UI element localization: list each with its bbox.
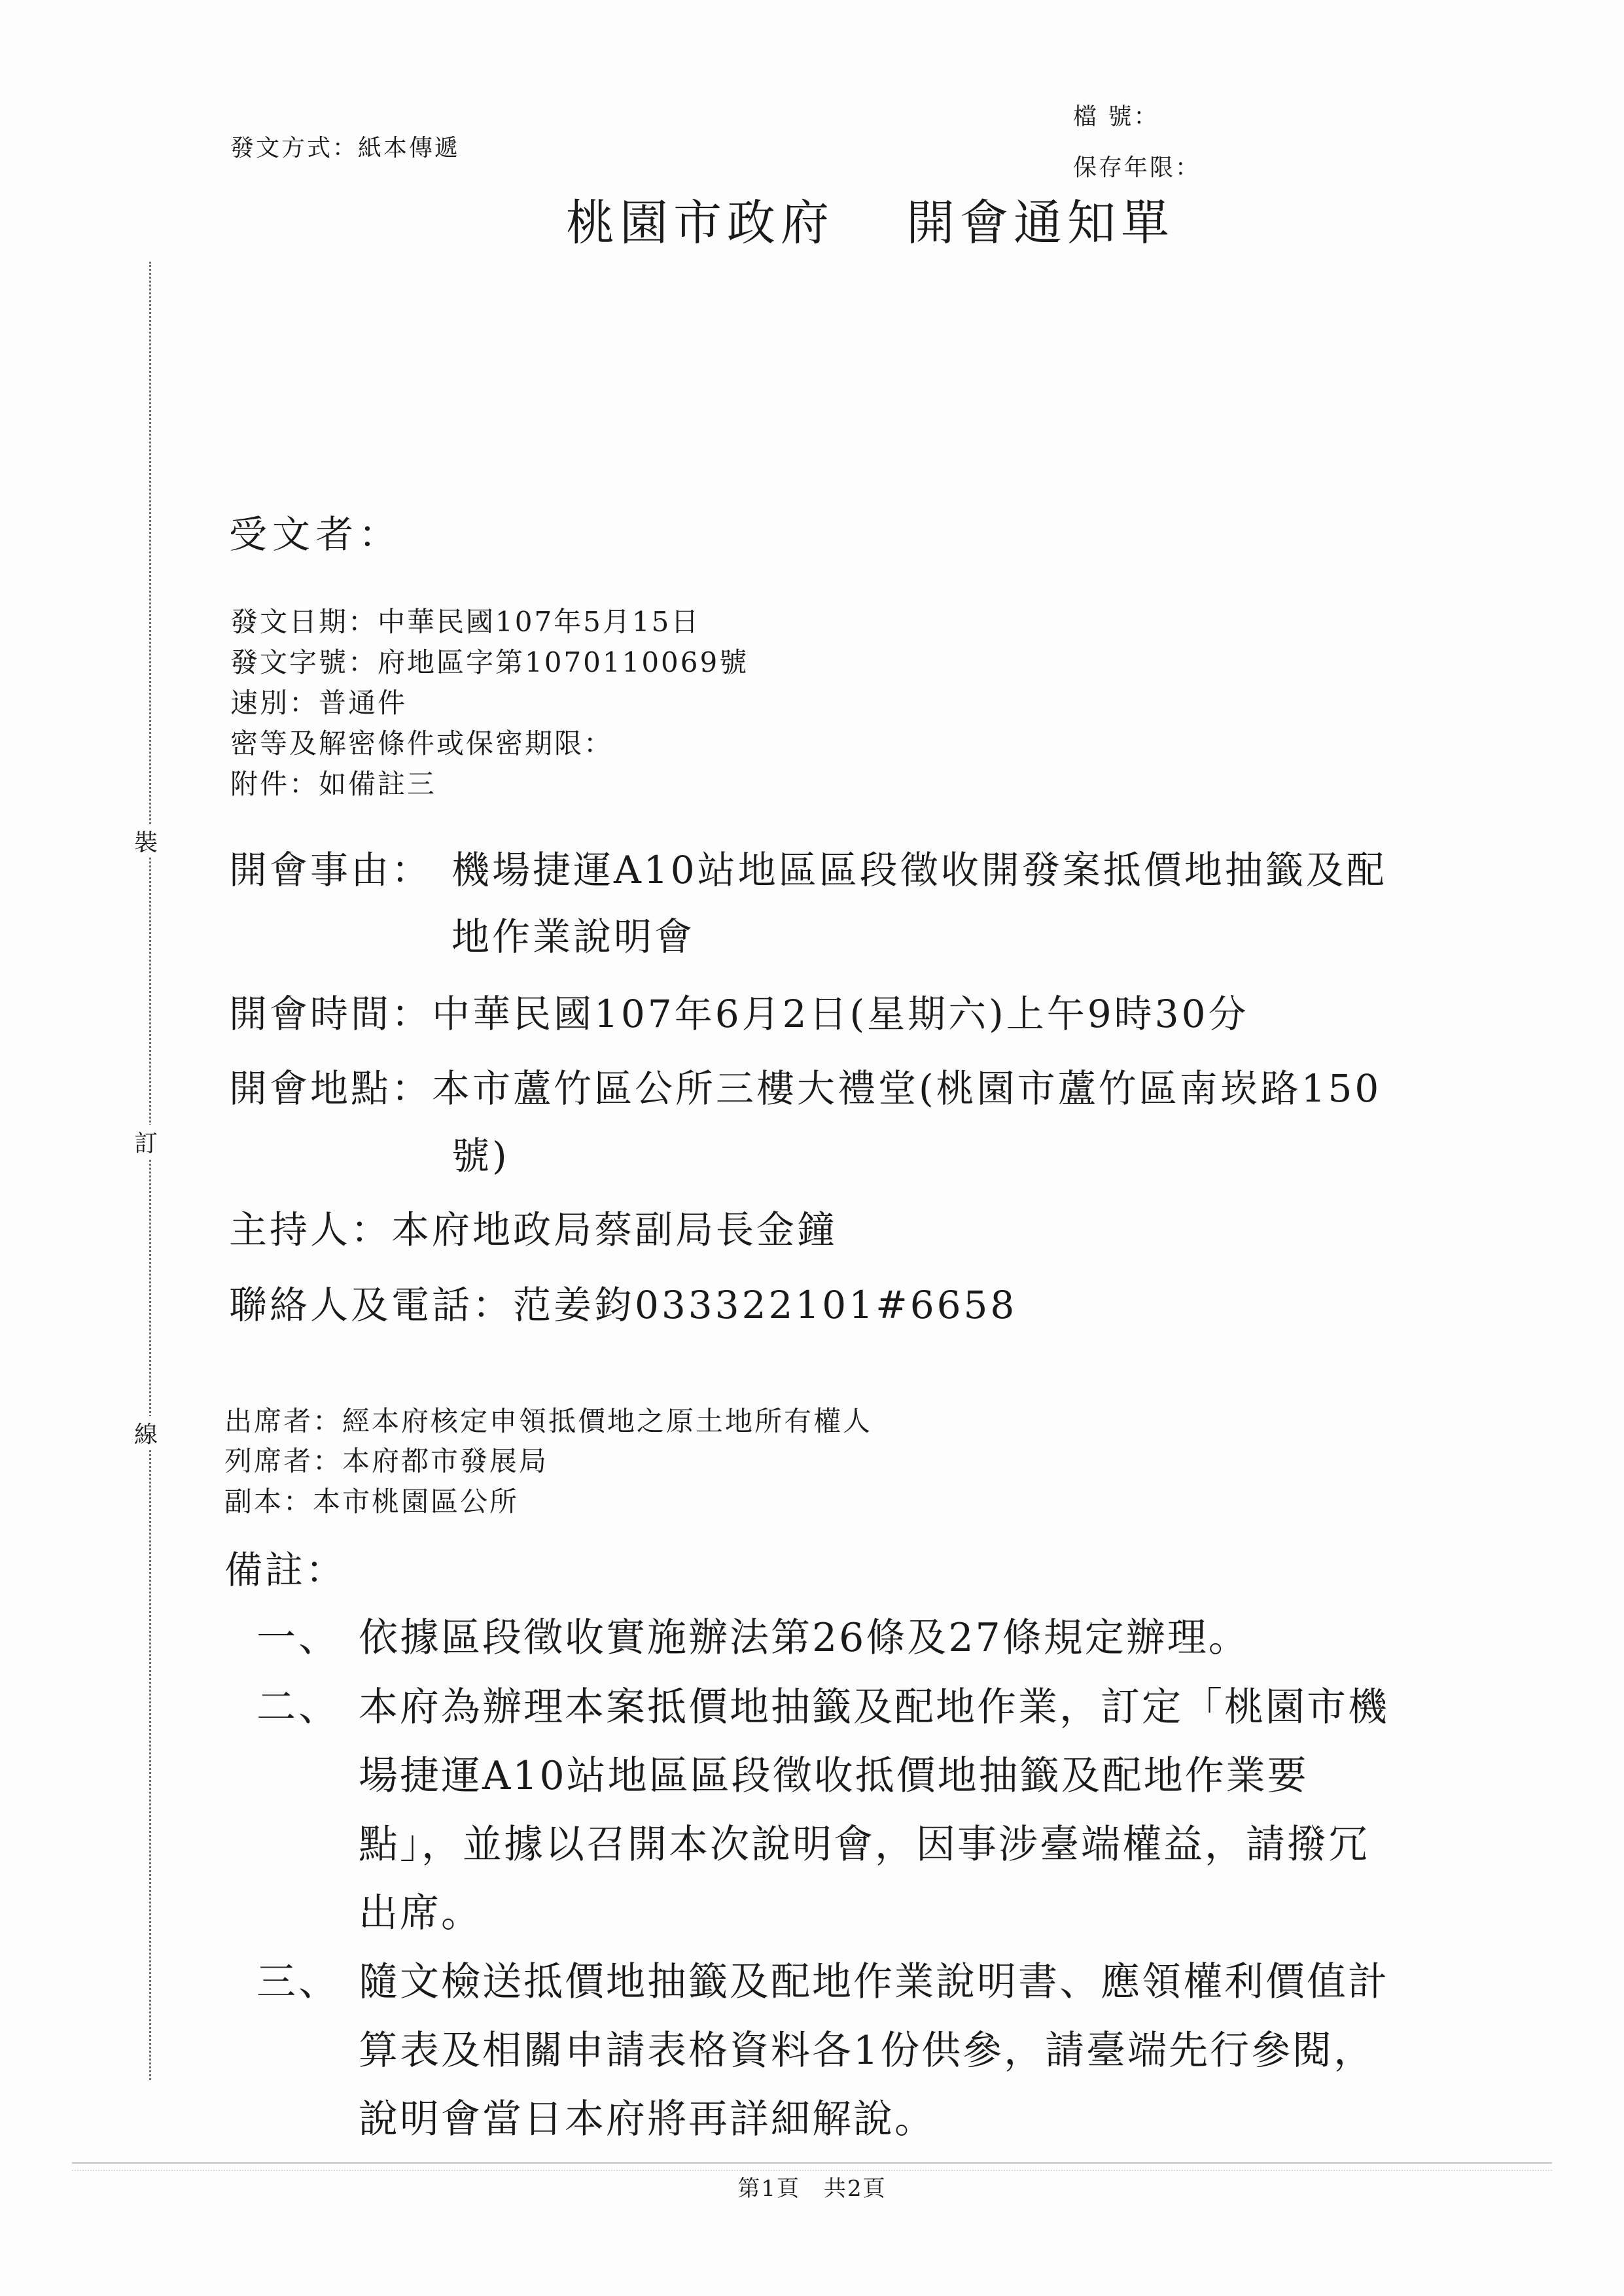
- meeting-subject-line1: 機場捷運A10站地區區段徵收開發案抵價地抽籤及配: [451, 848, 1387, 892]
- note-3-mark: 三、: [256, 1959, 340, 2005]
- notes-label: 備註：: [224, 1548, 347, 1592]
- doc-number-label: 檔 號：: [1073, 103, 1159, 130]
- note-2-line-4: 出席。: [359, 1890, 482, 1936]
- page-current: 第1頁: [737, 2176, 800, 2202]
- reference-number: 發文字號：府地區字第1070110069號: [230, 646, 749, 678]
- note-1-line-1: 依據區段徵收實施辦法第26條及27條規定辦理。: [359, 1615, 1250, 1661]
- meeting-chair: 主持人：本府地政局蔡副局長金鐘: [229, 1208, 838, 1252]
- attachment: 附件：如備註三: [230, 768, 437, 800]
- note-2-line-1: 本府為辦理本案抵價地抽籤及配地作業，訂定「桃園市機: [359, 1684, 1389, 1730]
- page-total: 共2頁: [824, 2176, 887, 2202]
- doc-type: 開會通知單: [906, 195, 1174, 251]
- footer-rule: [72, 2162, 1552, 2164]
- binding-char-zhuang: 裝: [134, 824, 158, 858]
- recipient-label: 受文者：: [229, 512, 402, 557]
- attendees: 出席者：經本府核定申領抵價地之原土地所有權人: [224, 1405, 873, 1437]
- note-3-line-3: 說明會當日本府將再詳細解說。: [359, 2096, 936, 2142]
- meeting-place-line1: 開會地點：本市蘆竹區公所三樓大禮堂(桃園市蘆竹區南崁路150: [229, 1066, 1382, 1111]
- note-2-line-2: 場捷運A10站地區區段徵收抵價地抽籤及配地作業要: [359, 1753, 1309, 1799]
- issue-date: 發文日期：中華民國107年5月15日: [230, 606, 701, 638]
- note-3-line-1: 隨文檢送抵價地抽籤及配地作業說明書、應領權利價值計: [359, 1959, 1389, 2005]
- page-number: [0, 2170, 1624, 2202]
- meeting-contact: 聯絡人及電話：范姜鈞033322101#6658: [229, 1283, 1017, 1327]
- meeting-subject-label: 開會事由：: [229, 848, 432, 892]
- delivery-speed: 速別：普通件: [230, 687, 408, 719]
- page-title: [566, 184, 1174, 254]
- send-method: 發文方式：紙本傳遞: [230, 135, 461, 162]
- meeting-place-line2: 號): [451, 1134, 510, 1178]
- meeting-subject-line2: 地作業說明會: [451, 914, 696, 959]
- copy-recipients: 副本：本市桃園區公所: [224, 1486, 520, 1518]
- note-2-mark: 二、: [256, 1684, 340, 1730]
- binding-line: [149, 262, 151, 2080]
- retention-period-label: 保存年限：: [1073, 154, 1201, 181]
- binding-char-ding: 訂: [134, 1125, 158, 1158]
- secrecy-level: 密等及解密條件或保密期限：: [230, 727, 614, 759]
- note-2-line-3: 點」，並據以召開本次說明會，因事涉臺端權益，請撥冗: [359, 1822, 1369, 1868]
- note-1-mark: 一、: [256, 1615, 340, 1661]
- observers: 列席者：本府都市發展局: [224, 1445, 549, 1477]
- note-3-line-2: 算表及相關申請表格資料各1份供參，請臺端先行參閱，: [359, 2028, 1375, 2074]
- binding-char-xian: 線: [134, 1416, 158, 1450]
- agency-name: 桃園市政府: [566, 195, 834, 251]
- meeting-time: 開會時間：中華民國107年6月2日(星期六)上午9時30分: [229, 992, 1249, 1036]
